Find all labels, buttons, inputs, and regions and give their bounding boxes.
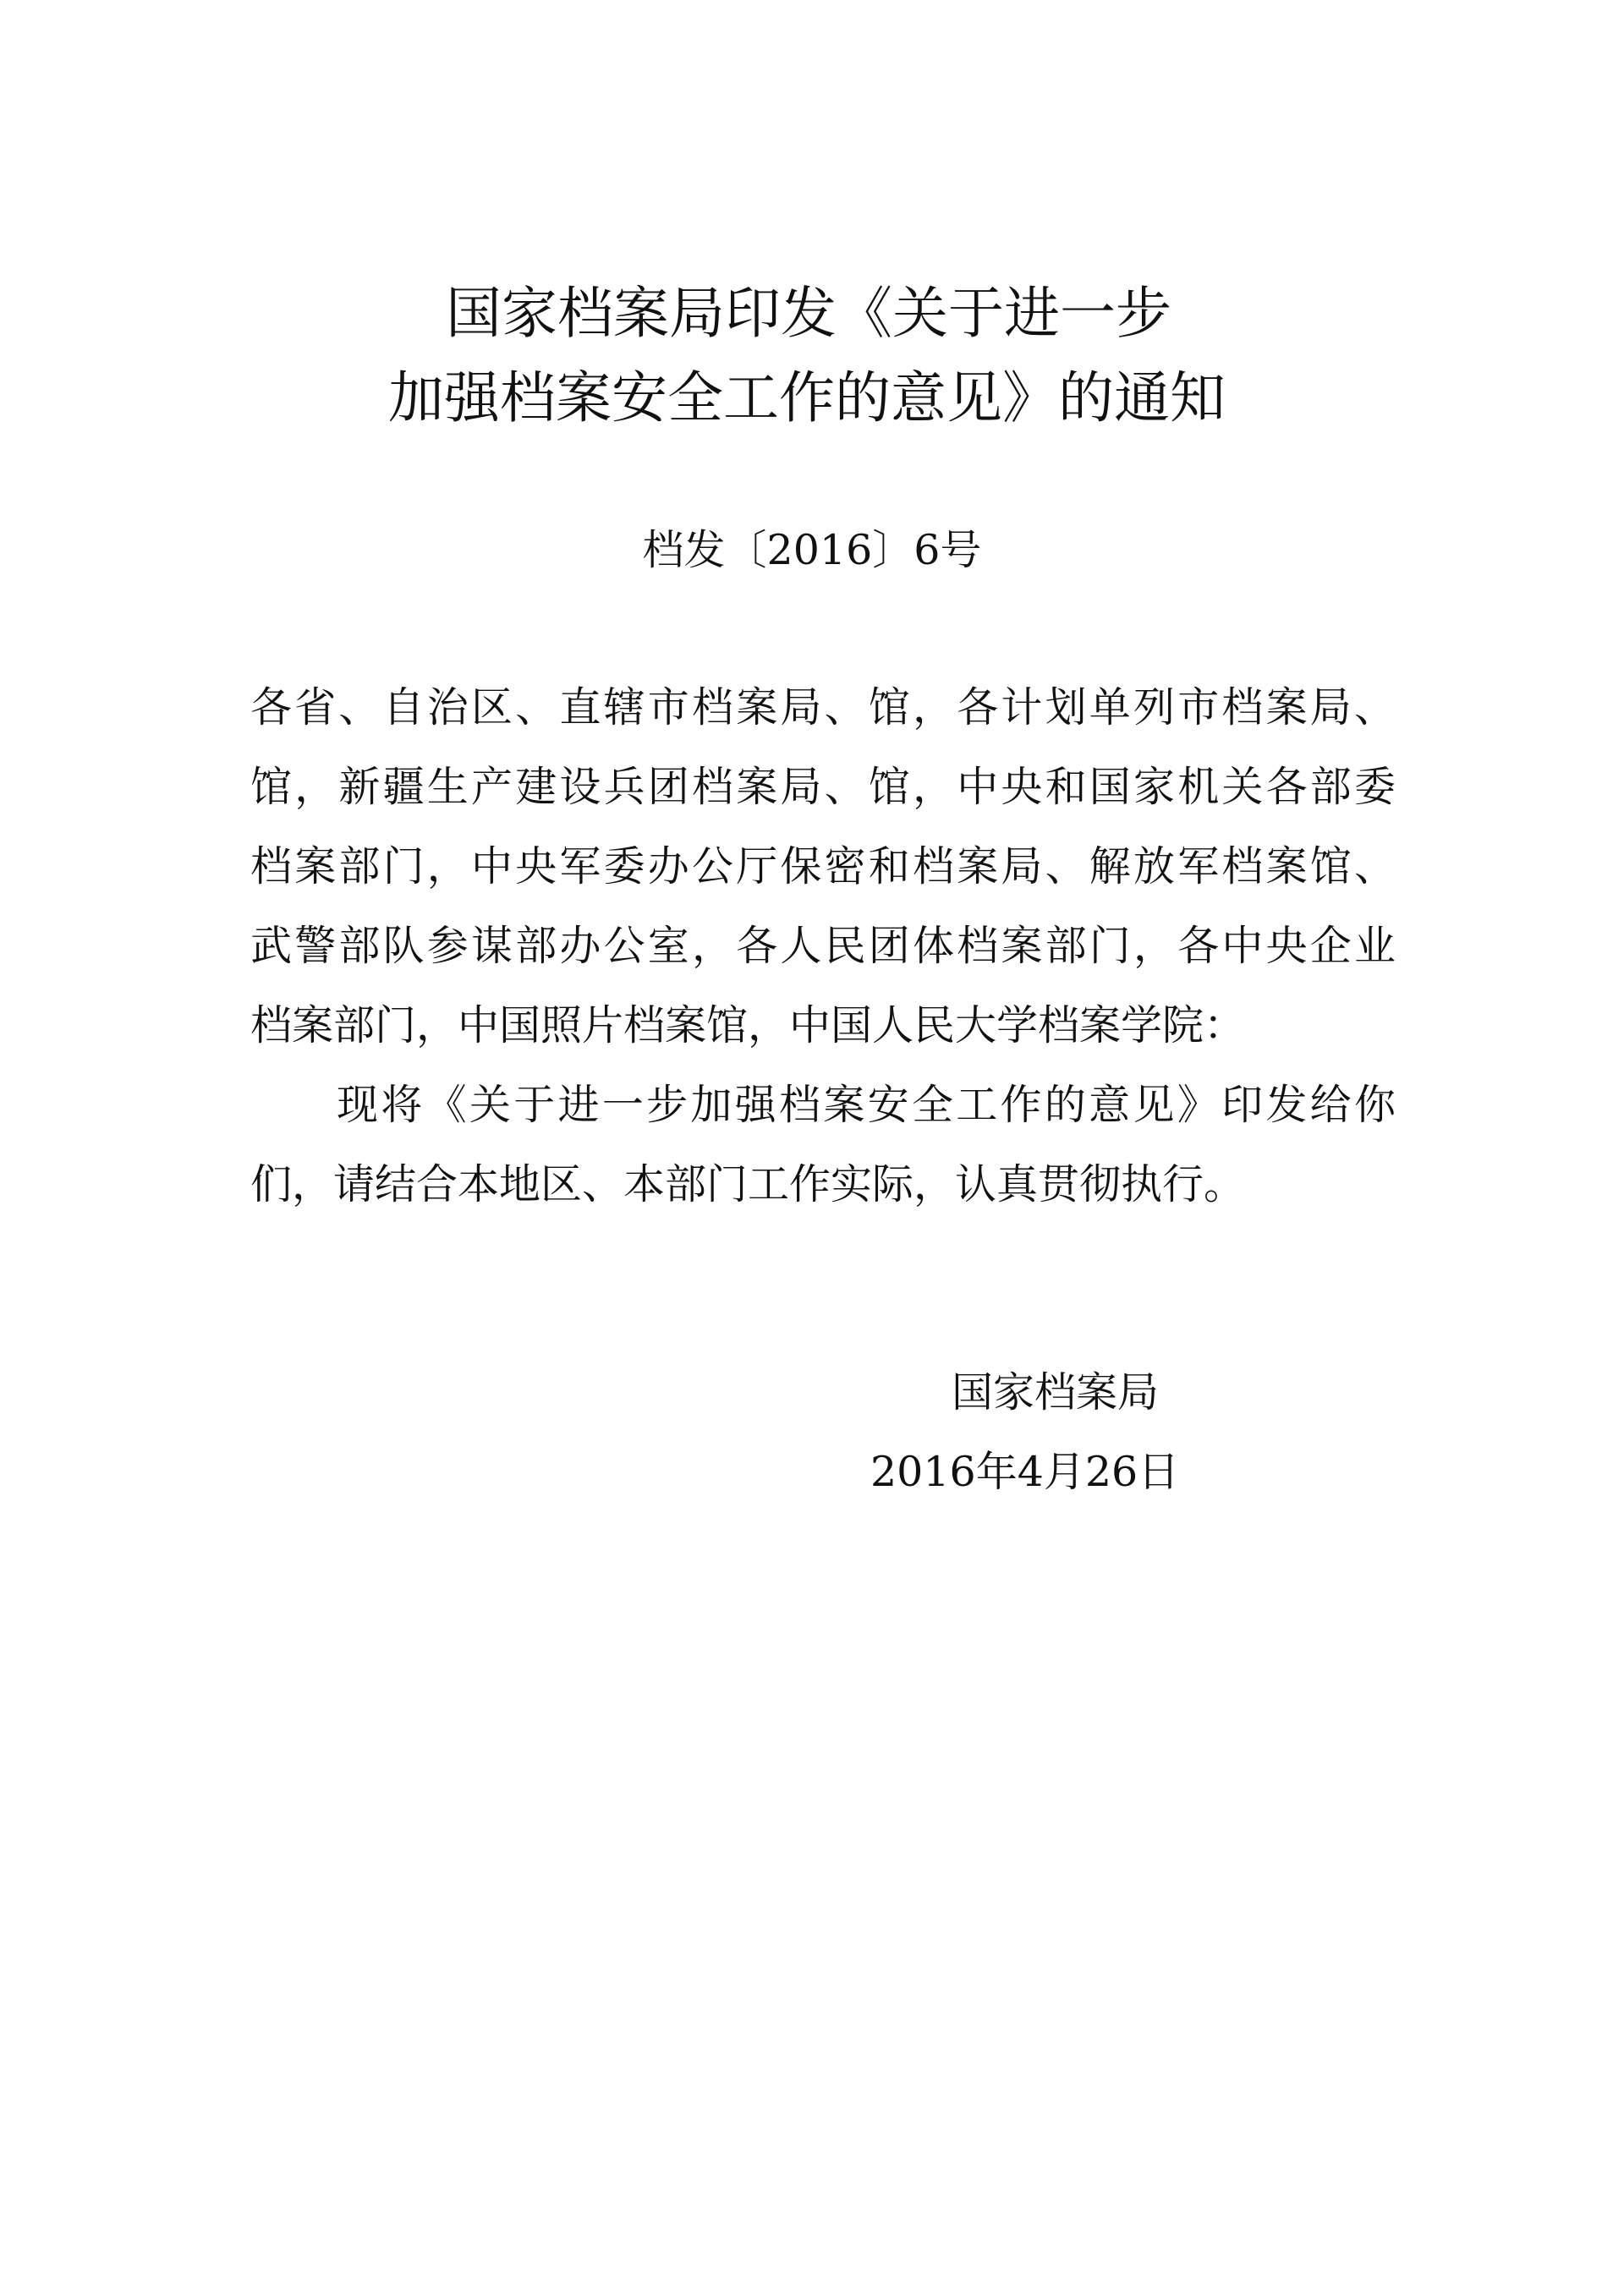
signature-organization: 国家档案局: [952, 1368, 1160, 1417]
recipient-line-1: 各省、自治区、直辖市档案局、馆，各计划单列市档案局、: [250, 683, 1396, 732]
recipient-line-4: 武警部队参谋部办公室，各人民团体档案部门，各中央企业: [250, 922, 1396, 970]
recipient-line-5: 档案部门，中国照片档案馆，中国人民大学档案学院：: [250, 1001, 1246, 1049]
document-title-line-1: 国家档案局印发《关于进一步: [446, 281, 1171, 346]
recipient-line-3: 档案部门，中央军委办公厅保密和档案局、解放军档案馆、: [250, 842, 1396, 890]
document-title-line-2: 加强档案安全工作的意见》的通知: [388, 365, 1226, 430]
signature-date: 2016年4月26日: [870, 1448, 1180, 1496]
paragraph-line-2: 们，请结合本地区、本部门工作实际，认真贯彻执行。: [250, 1160, 1246, 1208]
document-number: 档发〔2016〕6号: [642, 526, 982, 574]
paragraph-line-1: 现将《关于进一步加强档案安全工作的意见》印发给你: [337, 1081, 1396, 1129]
recipient-line-2: 馆，新疆生产建设兵团档案局、馆，中央和国家机关各部委: [250, 763, 1396, 811]
